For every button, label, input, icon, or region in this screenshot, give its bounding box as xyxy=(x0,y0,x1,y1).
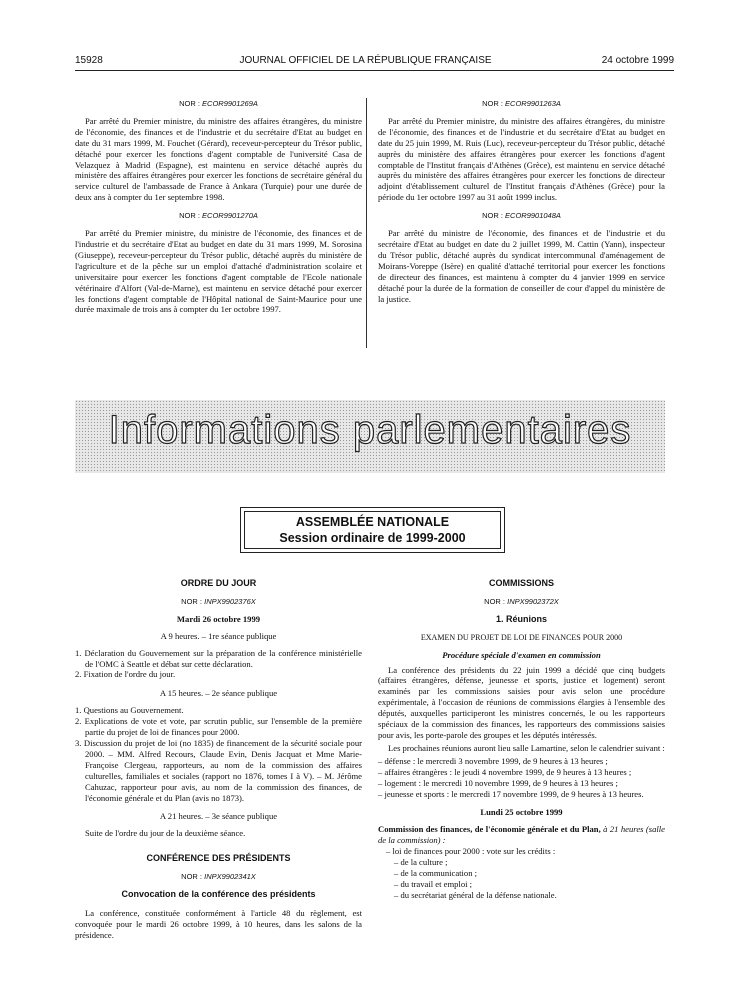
ordre-du-jour-column xyxy=(75,578,362,947)
meeting-item: – de la communication ; xyxy=(394,867,478,878)
nor-line: NOR : ECOR9901048A xyxy=(482,211,561,221)
assembly-box xyxy=(240,507,505,553)
section-title: COMMISSIONS xyxy=(488,578,554,588)
meeting-item: – de la culture ; xyxy=(394,857,448,868)
session-title: Session ordinaire de 1999-2000 xyxy=(279,531,466,545)
commission-meeting: Commission des finances, de l'économie générale et du Plan, à 21 heures (salle de la commission) : xyxy=(378,824,665,846)
exam-heading: EXAMEN DU PROJET DE LOI DE FINANCES POUR 2000 xyxy=(420,632,623,642)
meeting-item: – loi de finances pour 2000 : vote sur les crédits : xyxy=(386,846,556,857)
nor-line: NOR : INPX9902376X xyxy=(181,596,256,606)
arrete-paragraph: Par arrêté du ministre de l'économie, des finances et de l'industrie et du secrétaire d'Etat au budget en date du 2 juillet 1999, M. Cattin (Yann), inspecteur du Trésor public, détaché auprès du syndicat intercommunal d'aménagement de Moirans-Voreppe (Isère) en qualité d'attaché territorial pour exercer les fonctions de directeur des finances, est maintenu à compter du 4 janvier 1999 en service détaché pour la durée de la formation de conseiller de cour d'appel du ministère de la justice. xyxy=(378,228,665,304)
nor-line: NOR : INPX9902372X xyxy=(484,596,559,606)
agenda-item: 1. Questions au Gouvernement. xyxy=(75,705,184,716)
subsection-title: 1. Réunions xyxy=(495,613,547,624)
issue-date: 24 octobre 1999 xyxy=(601,55,674,66)
agenda-item: 1. Déclaration du Gouvernement sur la préparation de la conférence ministérielle de l'OMC à Seattle et débat sur cette déclaration. xyxy=(75,647,362,669)
commission-paragraph: La conférence des présidents du 22 juin 1999 a décidé que cinq budgets (affaires étrangères, défense, jeunesse et sports, justice et logement) seront examinés par les commissions saisies pour avis selon une procédure expérimentale, à l'occasion de réunions de commissions élargies à l'ensemble des députés, auxquelles participeront les ministres concernés, le ou les rapporteurs spéciaux de la commission des finances, les rapporteurs des commissions saisies pour avis, les porte-parole des groupes et les députés intéressés. xyxy=(378,664,665,740)
sitting-heading: A 9 heures. – 1re séance publique xyxy=(160,630,277,641)
calendar-item: – jeunesse et sports : le mercredi 17 novembre 1999, de 9 heures à 13 heures. xyxy=(378,788,644,799)
nor-line: NOR : INPX9902341X xyxy=(181,872,256,882)
sitting-date: Mardi 26 octobre 1999 xyxy=(176,613,261,624)
top-left-column xyxy=(75,99,362,321)
arrete-paragraph: Par arrêté du Premier ministre, du ministre de l'économie, des finances et de l'industrie et du secrétaire d'Etat au budget en date du 31 mars 1999, M. Sorosina (Giuseppe), receveur-percepteur du Trésor public, détaché auprès du ministère de l'agriculture et de la pêche sur un emploi d'attaché d'administration scolaire et universitaire pour exercer les fonctions d'agent comptable de l'Ecole nationale vétérinaire d'Alfort (Val-de-Marne), est maintenu en service détaché pour exercer les fonctions d'agent comptable de l'Hôpital national de Saint-Maurice pour une durée maximale de trois ans à compter du 1er octobre 1997. xyxy=(75,228,362,315)
agenda-item: 2. Explications de vote et vote, par scrutin public, sur l'ensemble de la première partie du projet de loi de finances pour 2000. xyxy=(75,716,362,738)
arrete-paragraph: Par arrêté du Premier ministre, du ministre des affaires étrangères, du ministre de l'économie, des finances et de l'industrie et du secrétaire d'Etat au budget en date du 25 juin 1999, M. Ruis (Luc), receveur-percepteur du Trésor public, détaché auprès du ministère des affaires étrangères pour exercer les fonctions d'agent comptable de l'Institut français d'Athènes (Grèce), est maintenu en service détaché auprès du ministère des affaires étrangères pour exercer les fonctions de directeur adjoint d'établissement culturel de l'Institut français d'Athènes (Grèce) pour la période du 1er octobre 1997 au 31 août 1999 inclus. xyxy=(378,115,665,203)
commissions-column xyxy=(378,578,665,901)
nor-line: NOR : ECOR9901270A xyxy=(179,211,258,221)
top-right-column xyxy=(378,99,665,310)
procedure-heading: Procédure spéciale d'examen en commission xyxy=(442,649,601,660)
meeting-date: Lundi 25 octobre 1999 xyxy=(480,807,563,818)
header-rule xyxy=(75,70,674,71)
banner-title: Informations parlementaires xyxy=(108,408,632,452)
nor-line: NOR : ECOR9901269A xyxy=(179,99,258,108)
conference-text: La conférence, constituée conformément à l'article 48 du règlement, est convoquée pour le mardi 26 octobre 1999, à 10 heures, dans les salons de la présidence. xyxy=(75,907,362,940)
calendar-item: – logement : le mercredi 10 novembre 1999, de 9 heures à 13 heures ; xyxy=(378,777,618,788)
sitting-heading: A 15 heures. – 2e séance publique xyxy=(159,688,278,699)
agenda-item: 3. Discussion du projet de loi (no 1835) de financement de la sécurité sociale pour 2000. – MM. Alfred Recours, Claude Evin, Denis Jacquat et Mme Marie-Françoise Clergeau, rapporteurs, au nom de la commission des affaires culturelles, familiales et sociales (rapport no 1876, tomes I à V). – M. Jérôme Cahuzac, rapporteur pour avis, au nom de la commission des finances, de l'économie générale et du Plan (avis no 1873). xyxy=(75,737,362,803)
commission-paragraph: Les prochaines réunions auront lieu salle Lamartine, selon le calendrier suivant : xyxy=(388,742,665,753)
section-banner xyxy=(75,400,665,473)
calendar-item: – affaires étrangères : le jeudi 4 novembre 1999, de 9 heures à 13 heures ; xyxy=(378,766,632,777)
page-number: 15928 xyxy=(75,55,103,66)
assembly-name: ASSEMBLÉE NATIONALE xyxy=(295,515,450,529)
subsection-title: Convocation de la conférence des présidents xyxy=(121,889,316,900)
journal-title: JOURNAL OFFICIEL DE LA RÉPUBLIQUE FRANÇAISE xyxy=(239,55,492,66)
meeting-item: – du travail et emploi ; xyxy=(394,878,473,889)
meeting-item: – du secrétariat général de la défense nationale. xyxy=(394,889,557,900)
section-title: CONFÉRENCE DES PRÉSIDENTS xyxy=(146,853,291,864)
arrete-paragraph: Par arrêté du Premier ministre, du ministre des affaires étrangères, du ministre de l'économie, des finances et de l'industrie et du secrétaire d'Etat au budget en date du 31 mars 1999, M. Fouchet (Gérard), receveur-percepteur du Trésor public, détaché pour exercer les fonctions d'agent comptable de l'université Casa de Velazquez à Madrid (Espagne), est maintenu en service détaché auprès du ministère des affaires étrangères pour exercer les fonctions de secrétaire général du service culturel de l'ambassade de France à Ankara (Turquie) pour une durée de deux ans à compter du 1er septembre 1998. xyxy=(75,115,362,203)
nor-line: NOR : ECOR9901263A xyxy=(482,99,561,108)
section-title: ORDRE DU JOUR xyxy=(180,578,257,588)
agenda-text: Suite de l'ordre du jour de la deuxième séance. xyxy=(85,828,246,839)
agenda-item: 2. Fixation de l'ordre du jour. xyxy=(75,669,176,680)
calendar-item: – défense : le mercredi 3 novembre 1999, de 9 heures à 13 heures ; xyxy=(378,755,608,766)
sitting-heading: A 21 heures. – 3e séance publique xyxy=(159,811,278,822)
column-divider xyxy=(366,98,367,348)
